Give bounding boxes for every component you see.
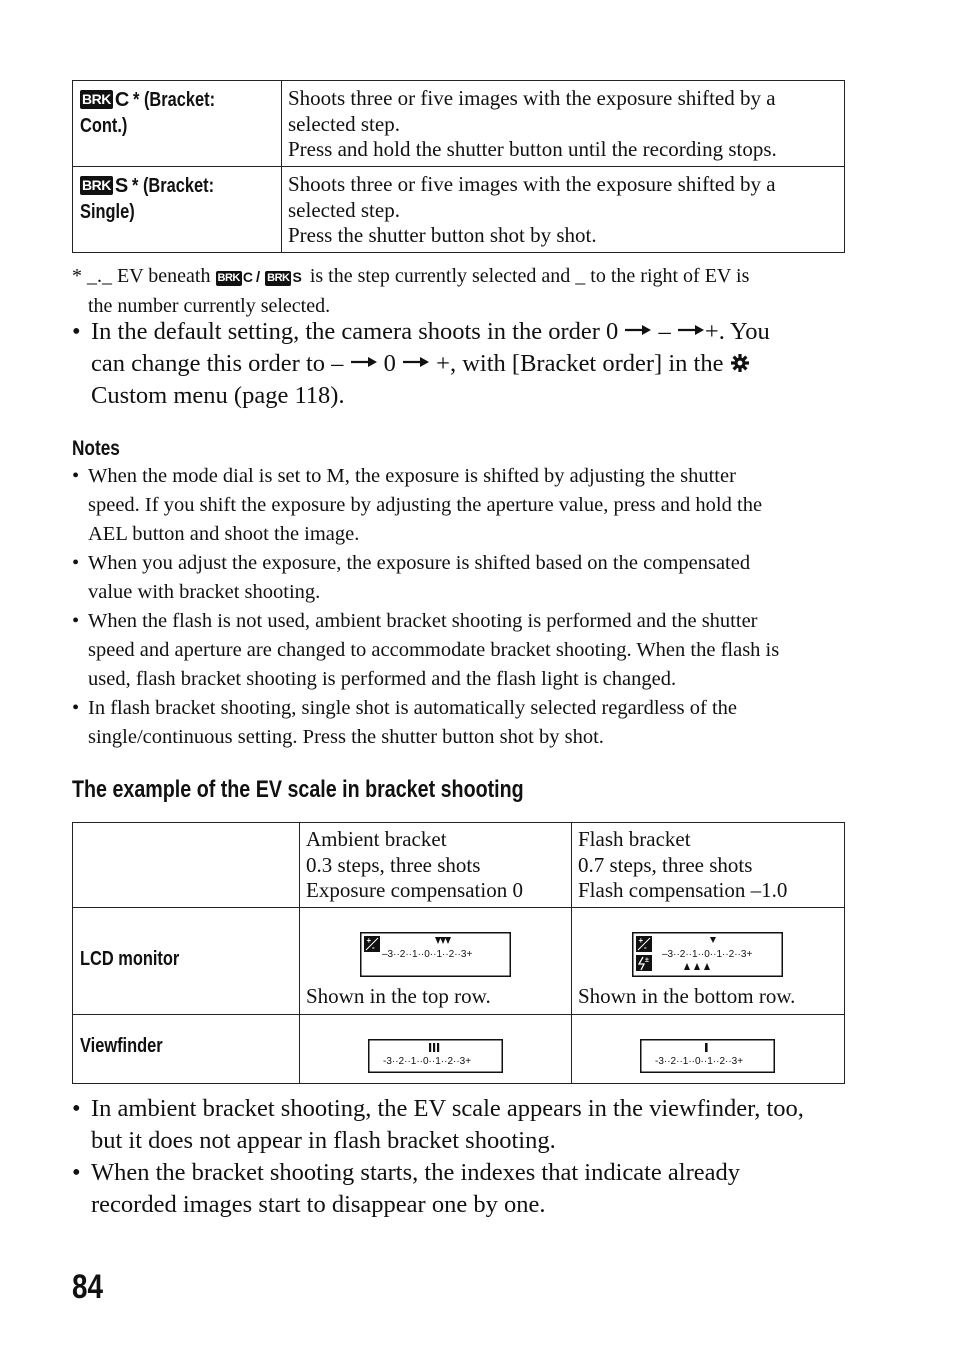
table-row: [73, 1015, 845, 1084]
bottom-bullets: [72, 1093, 847, 1221]
current-ev-index: [705, 1043, 708, 1052]
slash-separator: /: [255, 269, 261, 286]
ambient-header-cell: [300, 823, 572, 908]
empty-header-cell: [73, 823, 300, 908]
ev-scale-table: [72, 822, 845, 1084]
order-text: can change this order to –: [91, 350, 344, 377]
description-line: Press the shutter button shot by shot.: [288, 223, 597, 247]
bracket-cont-label: * (Bracket:: [133, 89, 216, 111]
order-text: In the default setting, the camera shoots in the order 0: [91, 318, 619, 345]
notes-heading-text: Notes: [72, 437, 120, 460]
list-item: [72, 694, 847, 752]
arrow-right-icon: [350, 355, 378, 369]
ev-scale-text: -3··2··1··0··1··2··3+: [383, 1056, 472, 1067]
lcd-ambient-cell: [300, 908, 572, 1015]
note-line: single/continuous setting. Press the shutter button shot by shot.: [88, 726, 604, 748]
description-line: selected step.: [288, 197, 400, 222]
lcd-ev-scale-flash: [632, 932, 783, 977]
page-number-text: 84: [72, 1268, 104, 1306]
bracket-icon: BRK: [82, 177, 111, 193]
list-item: [72, 1157, 847, 1221]
section-heading: [72, 776, 623, 804]
lcd-flash-cell: [572, 908, 845, 1015]
order-text: +, with [Bracket order] in the: [436, 350, 724, 377]
bracket-single-label-cell: [73, 167, 282, 253]
bullet-line: When the bracket shooting starts, the indexes that indicate already: [91, 1159, 741, 1186]
note-line: When the mode dial is set to M, the exposure is shifted by adjusting the shutter: [88, 465, 736, 487]
header-line: 0.3 steps, three shots: [306, 852, 481, 877]
bullet-line: In ambient bracket shooting, the EV scale appears in the viewfinder, too,: [91, 1095, 804, 1122]
bracket-icon: BRK: [82, 91, 111, 107]
table-row: [73, 908, 845, 1015]
bracket-cont-description: [282, 81, 845, 167]
arrow-right-icon: [624, 323, 652, 337]
note-line: When the flash is not used, ambient bracket shooting is performed and the shutter: [88, 610, 758, 632]
single-mode-icon: S: [292, 269, 302, 285]
order-text: –: [658, 318, 671, 345]
viewfinder-label: Viewfinder: [80, 1035, 163, 1057]
svg-text:-: -: [644, 943, 647, 952]
lcd-label-cell: [73, 908, 300, 1015]
svg-text:±: ±: [645, 957, 649, 964]
flash-comp-icon: [636, 955, 652, 971]
gear-icon: [730, 353, 750, 373]
viewfinder-flash-cell: [572, 1015, 845, 1084]
bullet: •: [72, 1095, 81, 1122]
arrow-right-icon: [402, 355, 430, 369]
footnote-text: the number currently selected.: [88, 295, 331, 317]
note-line: value with bracket shooting.: [88, 581, 321, 603]
order-text: Custom menu (page 118).: [91, 382, 345, 409]
ambient-caption: Shown in the top row.: [306, 984, 491, 1008]
header-line: Flash bracket: [578, 827, 691, 851]
order-text: +. You: [704, 318, 770, 345]
bracket-mode-table: [72, 80, 845, 253]
lcd-monitor-label: LCD monitor: [80, 948, 180, 970]
table-row: [73, 823, 845, 908]
note-line: AEL button and shoot the image.: [88, 523, 360, 545]
bracket-cont-label-2: Cont.): [80, 115, 128, 137]
ev-scale-text: –3··2··1··0··1··2··3+: [382, 949, 473, 960]
bracket-icon: BRK: [267, 272, 290, 284]
svg-text:+: +: [366, 936, 372, 945]
bullet: •: [72, 697, 80, 719]
continuous-mode-icon: C: [242, 269, 253, 285]
exposure-comp-icon: [364, 936, 380, 952]
viewfinder-ev-scale-ambient: [368, 1039, 503, 1073]
footnote-text: is the step currently selected and _ to the right of EV is: [309, 265, 750, 287]
note-line: In flash bracket shooting, single shot is automatically selected regardless of the: [88, 697, 737, 719]
continuous-mode-icon: C: [114, 89, 130, 111]
bullet: •: [72, 552, 80, 574]
header-line: 0.7 steps, three shots: [578, 852, 753, 877]
bracket-cont-label-cell: [73, 81, 282, 167]
order-bullet: [72, 316, 847, 412]
section-heading-text: The example of the EV scale in bracket shooting: [72, 776, 524, 803]
viewfinder-ev-scale-flash: [640, 1039, 775, 1073]
header-line: Flash compensation –1.0: [578, 878, 788, 902]
flash-header-cell: [572, 823, 845, 908]
note-line: When you adjust the exposure, the exposure is shifted based on the compensated: [88, 552, 751, 574]
list-item: [72, 549, 847, 607]
note-line: speed. If you shift the exposure by adjusting the aperture value, press and hold the: [88, 494, 763, 516]
list-item: [72, 1093, 847, 1157]
viewfinder-ambient-cell: [300, 1015, 572, 1084]
description-line: Shoots three or five images with the exposure shifted by a: [288, 86, 776, 110]
table-row: [73, 167, 845, 253]
bullet: •: [72, 465, 80, 487]
bracket-indexes: [429, 1043, 439, 1052]
header-line: Exposure compensation 0: [306, 878, 523, 902]
lcd-ev-scale-ambient: [360, 932, 511, 977]
bullet-line: recorded images start to disappear one by one.: [91, 1191, 546, 1218]
description-line: Shoots three or five images with the exposure shifted by a: [288, 172, 776, 196]
bracket-icon: BRK: [217, 272, 240, 284]
list-item: [72, 607, 847, 694]
bracket-single-label: * (Bracket:: [132, 175, 215, 197]
ev-scale-text: –3··2··1··0··1··2··3+: [662, 949, 753, 960]
table-row: [73, 81, 845, 167]
header-line: Ambient bracket: [306, 827, 447, 851]
bullet: •: [72, 1159, 81, 1186]
arrow-right-icon: [677, 323, 705, 337]
svg-text:+: +: [638, 936, 644, 945]
bracket-single-label-2: Single): [80, 201, 135, 223]
note-line: used, flash bracket shooting is performed and the flash light is changed.: [88, 668, 677, 690]
list-item: [72, 462, 847, 549]
note-line: speed and aperture are changed to accommodate bracket shooting. When the flash is: [88, 639, 780, 661]
bullet-line: but it does not appear in flash bracket shooting.: [91, 1127, 556, 1154]
viewfinder-label-cell: [73, 1015, 300, 1084]
page-number: [72, 1268, 110, 1307]
notes-heading: [72, 436, 130, 461]
single-mode-icon: S: [114, 175, 129, 197]
exposure-comp-icon: [636, 936, 652, 952]
bracket-single-description: [282, 167, 845, 253]
description-line: selected step.: [288, 111, 400, 136]
notes-list: [72, 462, 847, 752]
footnote-text: * _._ EV beneath: [72, 265, 211, 287]
footnote: [72, 262, 847, 320]
flash-caption: Shown in the bottom row.: [578, 984, 796, 1008]
bullet: •: [72, 610, 80, 632]
order-text: 0: [383, 350, 396, 377]
ev-scale-text: -3··2··1··0··1··2··3+: [655, 1056, 744, 1067]
description-line: Press and hold the shutter button until the recording stops.: [288, 137, 777, 161]
svg-text:-: -: [372, 943, 375, 952]
bullet: •: [72, 318, 81, 345]
